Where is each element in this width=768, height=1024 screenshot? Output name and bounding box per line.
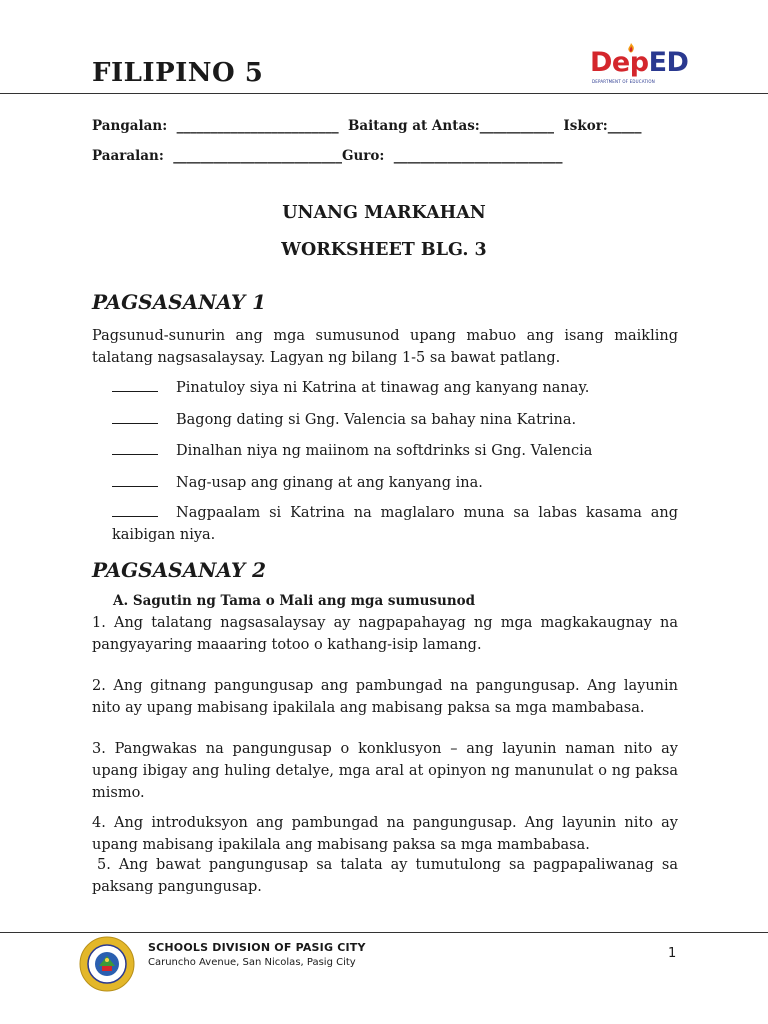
exercise-2-subheading: A. Sagutin ng Tama o Mali ang mga sumusunod: [113, 593, 476, 609]
true-false-item: 3. Pangwakas na pangungusap o konklusyon – ang layunin naman nito ay upang ibigay ang huling detalye, mga aral at opinyon ng manunulat o ng paksa mismo.: [92, 741, 678, 801]
division-name: SCHOOLS DIVISION OF PASIG CITY: [148, 941, 366, 954]
sequence-item: Bagong dating si Gng. Valencia sa bahay nina Katrina.: [112, 409, 678, 431]
student-info-row-2[interactable]: Paaralan: _________________________Guro: _________________________: [92, 148, 563, 164]
sequence-item: Nag-usap ang ginang at ang kanyang ina.: [112, 472, 678, 494]
sequence-item: Nagpaalam si Katrina na maglalaro muna sa labas kasama ang kaibigan niya.: [112, 502, 678, 546]
answer-blank[interactable]: [112, 440, 158, 455]
division-address: Caruncho Avenue, San Nicolas, Pasig City: [148, 957, 356, 968]
true-false-item: 5. Ang bawat pangungusap sa talata ay tumutulong sa pagpapaliwanag sa paksang pangungusap.: [92, 857, 678, 895]
deped-logo: [590, 42, 690, 92]
student-info-row-1[interactable]: Pangalan: ________________________ Baitang at Antas:___________ Iskor:_____: [92, 118, 642, 134]
page-number: 1: [668, 946, 677, 961]
answer-blank[interactable]: [112, 409, 158, 424]
true-false-item: 2. Ang gitnang pangungusap ang pambungad na pangungusap. Ang layunin nito ay upang mabisang ipakilala ang mabisang paksa sa mga mambabasa.: [92, 678, 678, 716]
deped-wordmark: DepED: [590, 47, 689, 78]
page-title: FILIPINO 5: [92, 58, 264, 88]
exercise-1-heading: PAGSASANAY 1: [92, 290, 267, 314]
quarter-title: UNANG MARKAHAN: [282, 203, 486, 223]
sequence-item: Pinatuloy siya ni Katrina at tinawag ang kanyang nanay.: [112, 377, 678, 399]
answer-blank[interactable]: [112, 377, 158, 392]
pasig-seal-icon: [78, 935, 136, 993]
true-false-item: 1. Ang talatang nagsasalaysay ay nagpapahayag ng mga magkakaugnay na pangyayaring maaaring totoo o kathang-isip lamang.: [92, 615, 678, 653]
header-divider: [0, 93, 768, 94]
sequence-item: Dinalhan niya ng maiinom na softdrinks si Gng. Valencia: [112, 440, 678, 462]
worksheet-title: WORKSHEET BLG. 3: [281, 240, 487, 260]
footer-divider: [0, 932, 768, 933]
answer-blank[interactable]: [112, 472, 158, 487]
exercise-2-heading: PAGSASANAY 2: [92, 558, 267, 582]
answer-blank[interactable]: [112, 502, 158, 517]
exercise-1-instruction: Pagsunud-sunurin ang mga sumusunod upang mabuo ang isang maikling talatang nagsasalaysay. Lagyan ng bilang 1-5 sa bawat patlang.: [92, 328, 678, 366]
true-false-item: 4. Ang introduksyon ang pambungad na pangungusap. Ang layunin nito ay upang mabisang ipakilala ang mabisang paksa sa mga mambabasa.: [92, 815, 678, 853]
deped-subtext: DEPARTMENT OF EDUCATION: [592, 79, 655, 84]
